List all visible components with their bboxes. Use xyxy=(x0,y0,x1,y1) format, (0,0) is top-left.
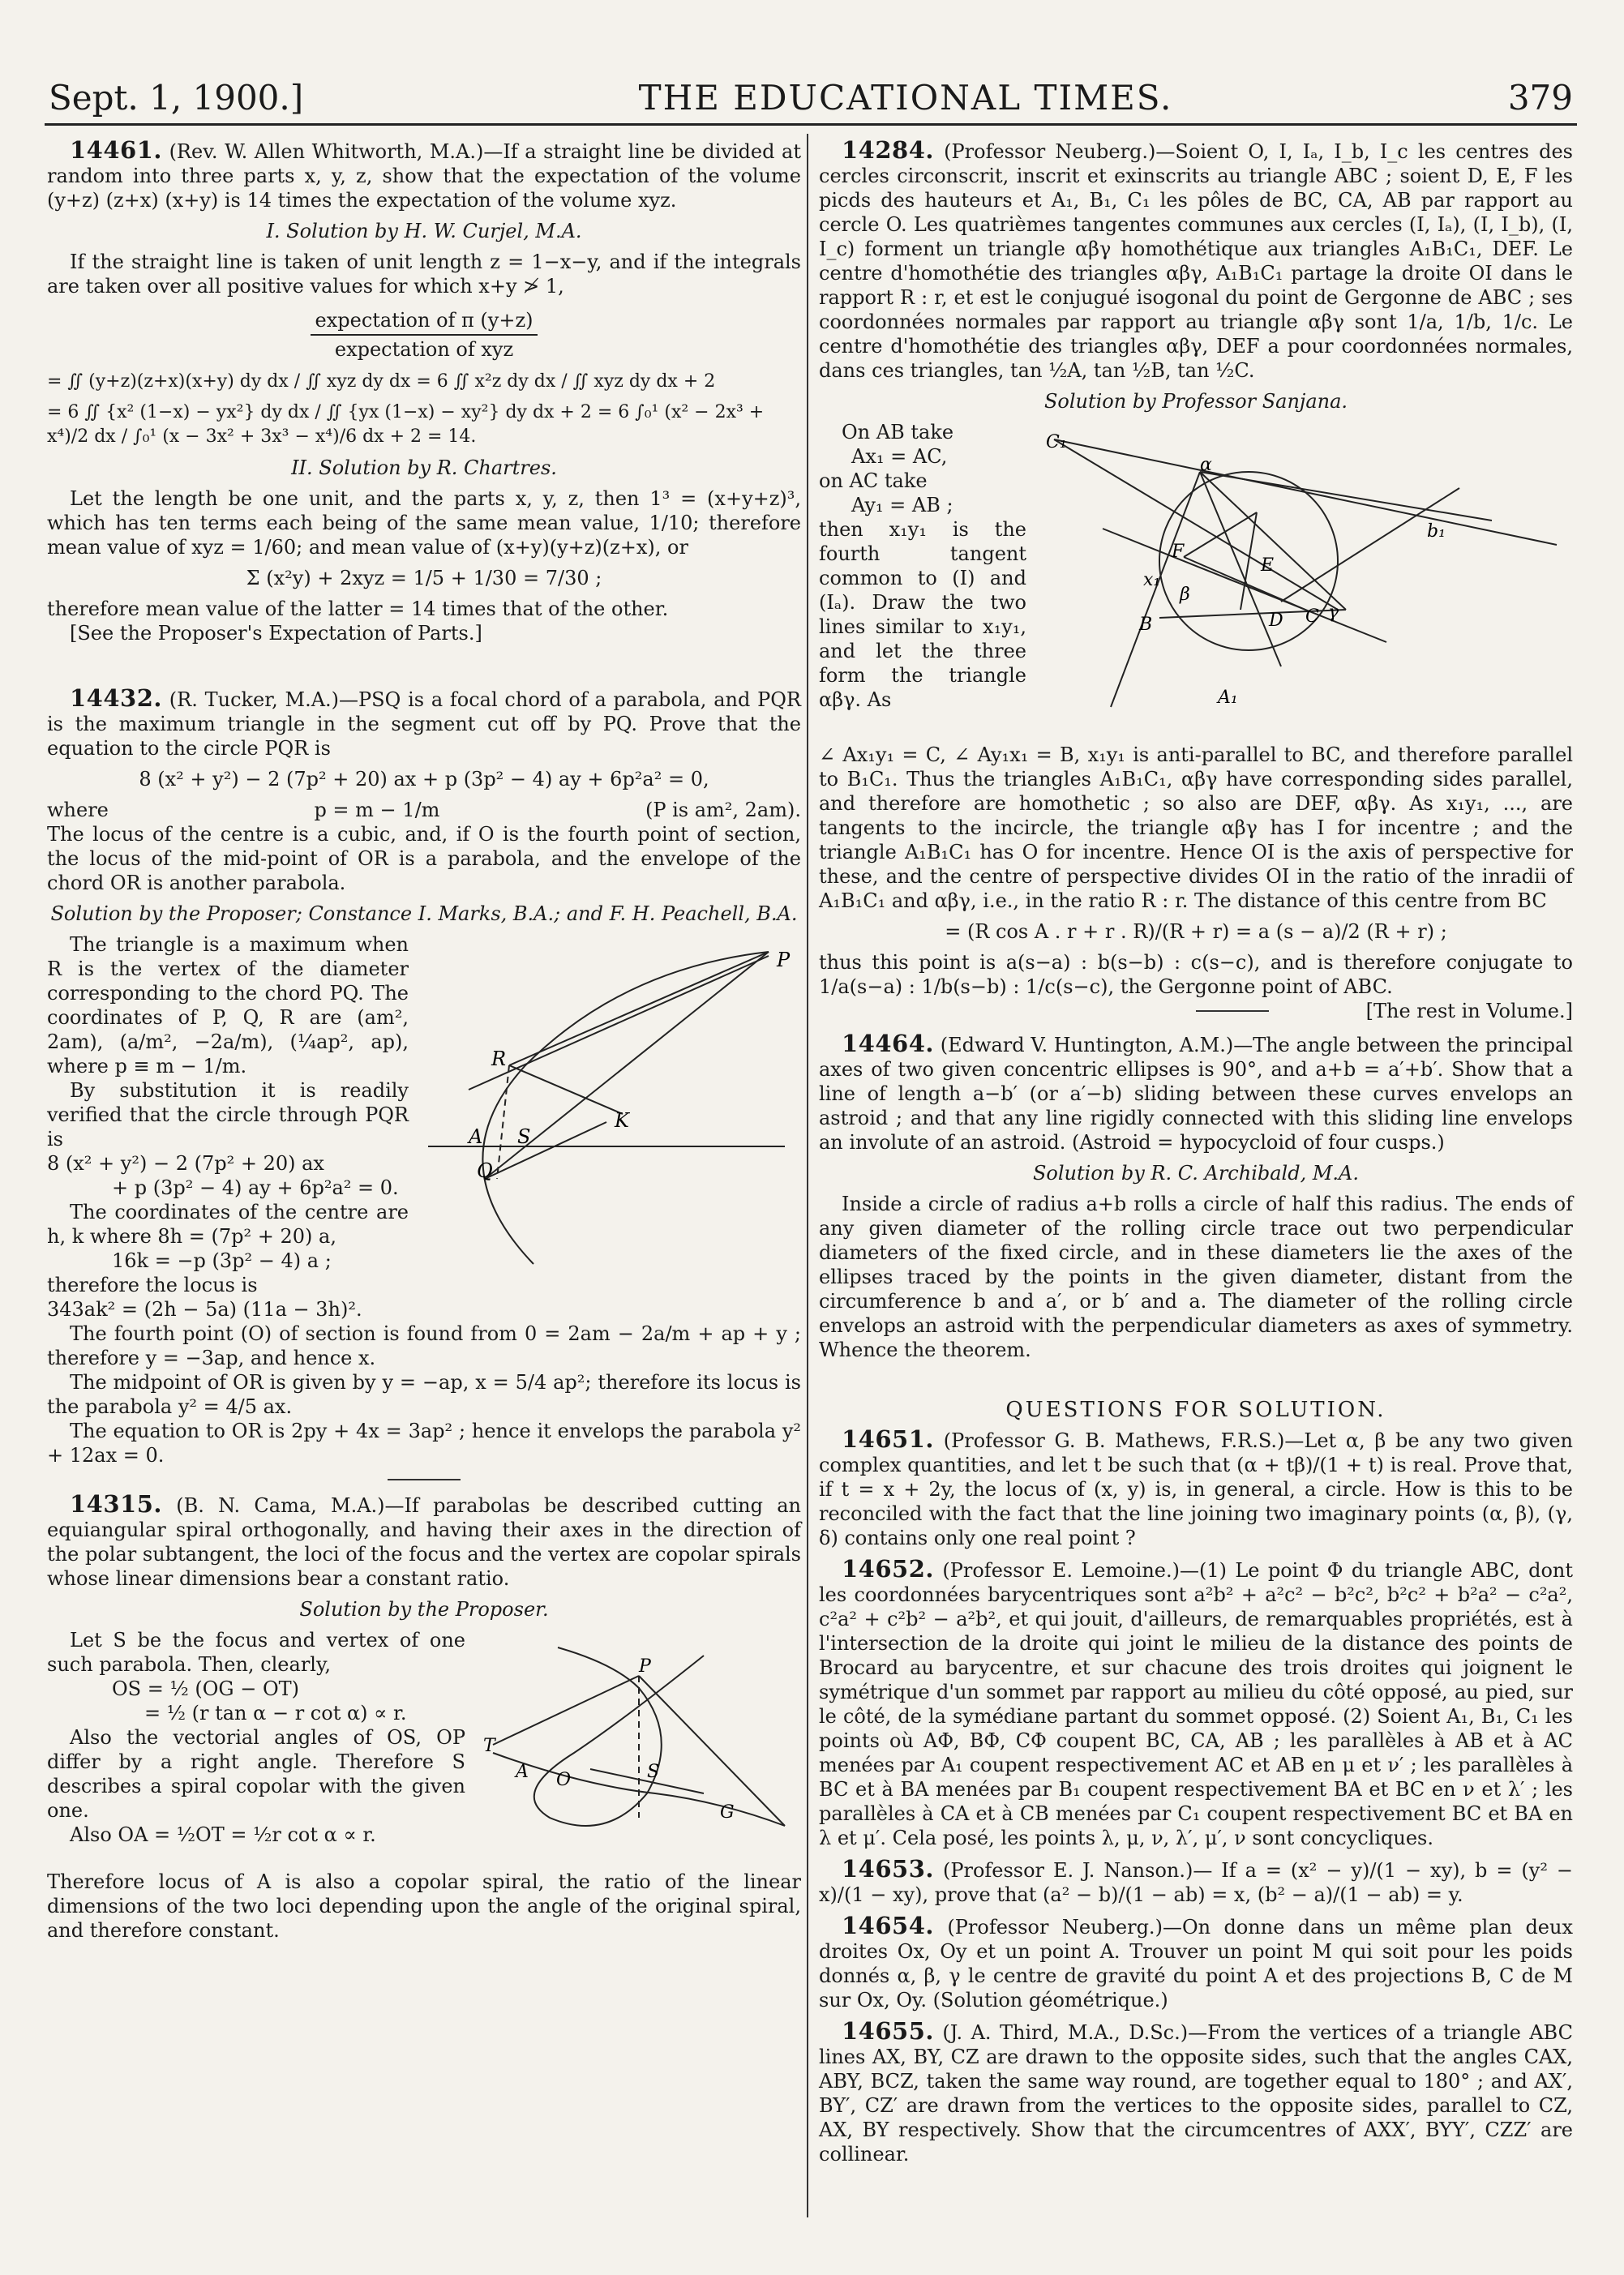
solution-text: By substitution it is readily verified that the circle through PQR is xyxy=(47,1079,409,1150)
journal-title: THE EDUCATIONAL TIMES. xyxy=(638,78,1173,118)
question-author: (Professor Neuberg.) xyxy=(944,140,1156,163)
right-column xyxy=(819,138,1573,2166)
question-number: 14315. xyxy=(70,1490,162,1518)
label-C1: C₁ xyxy=(1046,432,1067,452)
left-column xyxy=(47,138,801,1943)
label-K: K xyxy=(615,1109,629,1132)
question-author: (Edward V. Huntington, A.M.) xyxy=(940,1034,1234,1056)
solution-heading: Solution by R. C. Archibald, M.A. xyxy=(1032,1162,1360,1185)
label-gamma: γ xyxy=(1328,602,1339,623)
solution-text: Also the vectorial angles of OS, OP differ by a right angle. Therefore S describes a spiral copolar with the given one. xyxy=(47,1726,465,1822)
label-T: T xyxy=(483,1736,495,1756)
label-P: P xyxy=(639,1656,651,1677)
label-Q: Q xyxy=(477,1159,493,1182)
question-number: 14432. xyxy=(70,684,162,712)
solution-text: If the straight line is taken of unit length z = 1−x−y, and if the integrals are taken over all positive values for which x+y ≯ 1, xyxy=(47,251,801,298)
equation-note: (P is am², 2am). xyxy=(645,799,801,821)
short-rule xyxy=(1196,1010,1269,1012)
question-14653 xyxy=(819,1857,1573,1907)
solution-heading: I. Solution by H. W. Curjel, M.A. xyxy=(266,220,582,242)
header-date: Sept. 1, 1900.] xyxy=(49,78,304,118)
column-divider xyxy=(807,134,808,2217)
question-number: 14284. xyxy=(842,136,934,164)
equation-line: 8 (x² + y²) − 2 (7p² + 20) ax xyxy=(47,1152,324,1175)
solution-text: On AB take xyxy=(842,421,954,443)
parabola-figure xyxy=(420,936,801,1276)
question-author: (Professor E. J. Nanson.) xyxy=(942,1859,1193,1882)
label-S: S xyxy=(647,1762,660,1782)
equation-line: + p (3p² − 4) ay + 6p²a² = 0. xyxy=(112,1176,399,1199)
question-14655 xyxy=(819,2019,1573,2166)
question-author: (Professor G. B. Mathews, F.R.S.) xyxy=(943,1429,1285,1452)
label-S: S xyxy=(517,1125,531,1148)
equation-line: OS = ½ (OG − OT) xyxy=(112,1677,299,1700)
page-number: 379 xyxy=(1507,78,1573,118)
solution-text: then x₁y₁ is the fourth tangent common to (I) and (Iₐ). Draw the two lines similar to x₁y₁, and let the three form the triangle αβγ. As xyxy=(819,518,1026,711)
editor-note: [See the Proposer's Expectation of Parts.] xyxy=(70,622,482,645)
equation-where xyxy=(47,798,801,822)
question-14651 xyxy=(819,1427,1573,1550)
where-label: where xyxy=(47,799,109,821)
solution-body xyxy=(47,932,801,1467)
solution-text: on AC take xyxy=(819,469,928,492)
label-A: A xyxy=(516,1762,529,1782)
solution-text: The coordinates of the centre are h, k where 8h = (7p² + 20) a, xyxy=(47,1201,409,1248)
spiral-figure xyxy=(477,1631,801,1866)
question-text: —On donne dans un même plan deux droites Ox, Oy et un point A. Trouver un point M qui soit pour les poids donnés α, β, γ le centre de gravité du point A et des projections B, C de M sur Ox, Oy. (Solution géométrique.) xyxy=(819,1916,1573,2012)
solution-text: therefore mean value of the latter = 14 times that of the other. xyxy=(47,598,669,620)
question-14654 xyxy=(819,1913,1573,2012)
equation-line: Ay₁ = AB ; xyxy=(851,494,953,516)
label-B: B xyxy=(1139,615,1153,635)
question-14315 xyxy=(47,1492,801,1591)
label-b1: b₁ xyxy=(1427,521,1446,542)
solution-heading: Solution by the Proposer. xyxy=(299,1598,549,1621)
eq-numerator: expectation of π (y+z) xyxy=(311,306,538,336)
solution-text: Inside a circle of radius a+b rolls a circle of half this radius. The ends of any given diameter of the rolling circle trace out two perpendicular diameters of the fixed circle, and in these diameters lie the axes of the ellipses traced by the points in the given diameter, distant from the circumference b and a′, or b′ and a. The diameter of the rolling circle envelops an astroid with the perpendicular diameters as axes of symmetry. Whence the theorem. xyxy=(819,1193,1573,1361)
solution-heading: II. Solution by R. Chartres. xyxy=(291,456,557,479)
eq-denominator: expectation of xyz xyxy=(334,338,514,361)
solution-text: The midpoint of OR is given by y = −ap, x = 5/4 ap²; therefore its locus is the parabola y² = 4/5 ax. xyxy=(47,1371,801,1418)
question-text: —From the vertices of a triangle ABC lines AX, BY, CZ are drawn to the opposite sides, such that the angles CAX, ABY, BCZ, taken the same way round, are together equal to 180° ; and AX′, BY′, CZ′ are drawn from the vertices to the opposite sides, parallel to CZ, AX, BY respectively. Show that the circumcentres of AXX′, BYY′, CZZ′ are collinear. xyxy=(819,2021,1573,2166)
question-text: —PSQ is a focal chord of a parabola, and PQR is the maximum triangle in the segment cut off by PQ. Prove that the equation to the circle PQR is xyxy=(47,688,801,760)
solution-text: The triangle is a maximum when R is the vertex of the diameter corresponding to the chord PQ. The coordinates of P, Q, R are (am², 2am), (a/m², −2a/m), (¼ap², ap), where p ≡ m − 1/m. xyxy=(47,933,409,1078)
question-number: 14655. xyxy=(842,2017,934,2045)
equation-line: 16k = −p (3p² − 4) a ; xyxy=(112,1249,332,1272)
equation: Σ (x²y) + 2xyz = 1/5 + 1/30 = 7/30 ; xyxy=(246,567,602,589)
triangle-circle-figure xyxy=(1038,423,1573,739)
question-14652 xyxy=(819,1557,1573,1850)
question-text: —Soient O, I, Iₐ, I_b, I_c les centres des cercles circonscrit, inscrit et exinscrits au triangle ABC ; soient D, E, F les picds des hauteurs et A₁, B₁, C₁ les pôles de BC, CA, AB par rapport au cercle O. Les quatrièmes tangentes communes aux cercles (I, Iₐ), (I, I_b), (I, I_c) forment un triangle αβγ homothétique aux triangles A₁B₁C₁, DEF. Le centre d'homothétie des triangles αβγ, A₁B₁C₁ partage la droite OI dans le rapport R : r, et est le conjugué isogonal du point de Gergonne de ABC ; ses coordonnées normales par rapport au triangle αβγ sont 1/a, 1/b, 1/c. Le centre d'homothétie des triangles αβγ, DEF a pour coordonnées normales, dans ces triangles, tan ½A, tan ½B, tan ½C. xyxy=(819,140,1573,382)
label-C: C xyxy=(1305,606,1319,627)
label-A: A xyxy=(469,1125,483,1148)
header-rule xyxy=(45,123,1577,126)
question-number: 14652. xyxy=(842,1555,934,1583)
solution-text: The equation to OR is 2py + 4x = 3ap² ; hence it envelops the parabola y² + 12ax = 0. xyxy=(47,1420,801,1467)
question-number: 14651. xyxy=(842,1425,934,1453)
question-text: —If a straight line be divided at random into three parts x, y, z, show that the expectation of the volume (y+z) (z+x) (x+y) is 14 times the expectation of the volume xyz. xyxy=(47,140,801,212)
equation-line: Ax₁ = AC, xyxy=(851,445,948,468)
question-14284 xyxy=(819,138,1573,383)
question-author: (R. Tucker, M.A.) xyxy=(169,688,340,711)
solution-text: Therefore locus of A is also a copolar spiral, the ratio of the linear dimensions of the two loci depending upon the angle of the original spiral, and therefore constant. xyxy=(47,1870,801,1942)
label-x1: x₁ xyxy=(1143,570,1161,590)
equation xyxy=(47,306,801,363)
label-F: F xyxy=(1172,542,1185,562)
solution-text: The fourth point (O) of section is found from 0 = 2am − 2a/m + ap + y ; therefore y = −3ap, and hence x. xyxy=(47,1322,801,1369)
question-text: —Let α, β be any two given complex quantities, and let t be such that (α + tβ)/(1 + t) is real. Prove that, if t = x + 2y, the locus of (x, y) is, in general, a circle. How is this to be reconciled with the fact that the line joining two imaginary points (α, β), (γ, δ) contains only one real point ? xyxy=(819,1429,1574,1549)
label-O: O xyxy=(556,1770,572,1790)
question-author: (J. A. Third, M.A., D.Sc.) xyxy=(942,2021,1189,2044)
question-author: (B. N. Cama, M.A.) xyxy=(176,1494,385,1517)
solution-heading: Solution by the Proposer; Constance I. Marks, B.A.; and F. H. Peachell, B.A. xyxy=(50,902,798,925)
solution-body xyxy=(819,420,1573,1023)
question-number: 14654. xyxy=(842,1912,934,1939)
solution-text: ∠ Ax₁y₁ = C, ∠ Ay₁x₁ = B, x₁y₁ is anti-parallel to BC, and therefore parallel to B₁C₁. Thus the triangles A₁B₁C₁, αβγ have corresponding sides parallel, and therefore are homothetic ; so also are DEF, αβγ. As x₁y₁, ..., are tangents to the incircle, the triangle αβγ has I for incentre ; and the triangle A₁B₁C₁ has O for incentre. Hence OI is the axis of perspective for these, and the centre of perspective divides OI in the ratio of the inradii of A₁B₁C₁ and αβγ, i.e., in the ratio R : r. The distance of this centre from BC xyxy=(819,743,1573,912)
question-text: —(1) Le point Φ du triangle ABC, dont les coordonnées barycentriques sont a²b² + a²c² − b²c², b²c² + b²a² − c²a², c²a² + c²b² − a²b², et qui jouit, d'ailleurs, de remarquables propriétés, est à l'intersection de la droite qui joint le milieu de la distance des points de Brocard au barycentre, et sur chacune des trois droites qui joignent le symétrique d'un sommet par rapport au milieu du côté opposé, au pied, sur le côté, de la symédiane partant du sommet opposé. (2) Soient A₁, B₁, C₁ les points où AΦ, BΦ, CΦ coupent BC, CA, AB ; les parallèles à AB et à AC menées par A₁ coupent respectivement AC et AB en μ et ν′ ; les parallèles à BC et à BA menées par B₁ coupent respectivement BA et BC en ν et λ′ ; les parallèles à CA et à CB menées par C₁ coupent respectivement BC et BA en λ et μ′. Cela posé, les points λ, μ, ν, λ′, μ′, ν sont concycliques. xyxy=(819,1559,1574,1849)
solution-heading: Solution by Professor Sanjana. xyxy=(1043,390,1348,413)
question-14461 xyxy=(47,138,801,212)
label-A1: A₁ xyxy=(1218,688,1238,708)
label-D: D xyxy=(1269,611,1283,631)
equation-line: = ∬ (y+z)(z+x)(x+y) dy dx / ∬ xyz dy dx = 6 ∬ x²z dy dx / ∬ xyz dy dx + 2 xyxy=(47,371,716,392)
solution-text: Let the length be one unit, and the parts x, y, z, then 1³ = (x+y+z)³, which has ten terms each being of the same mean value, 1/10; therefore mean value of xyz = 1/60; and mean value of (x+y)(y+z)(z+x), or xyxy=(47,487,801,559)
page-header xyxy=(49,77,1573,118)
equation-line: 343ak² = (2h − 5a) (11a − 3h)². xyxy=(47,1298,362,1321)
question-text: The locus of the centre is a cubic, and, if O is the fourth point of section, the locus of the mid-point of OR is a parabola, and the envelope of the chord OR is another parabola. xyxy=(47,823,801,894)
label-P: P xyxy=(777,949,791,971)
equation-line: = ½ (r tan α − r cot α) ∝ r. xyxy=(144,1702,407,1724)
equation: p = m − 1/m xyxy=(314,799,440,821)
label-R: R xyxy=(491,1048,507,1070)
question-text: —If parabolas be described cutting an equiangular spiral orthogonally, and having their axes in the direction of the polar subtangent, the loci of the focus and the vertex are copolar spirals whose linear dimensions bear a constant ratio. xyxy=(47,1494,801,1590)
question-14464 xyxy=(819,1031,1573,1155)
label-E: E xyxy=(1261,555,1275,576)
question-number: 14461. xyxy=(70,136,162,164)
equation: 8 (x² + y²) − 2 (7p² + 20) ax + p (3p² − 4) ay + 6p²a² = 0, xyxy=(139,768,709,790)
solution-body xyxy=(47,1628,801,1943)
question-text: —The angle between the principal axes of two given concentric ellipses is 90°, and a+b = a′+b′. Show that a line of length a−b′ (or a′−b) sliding between these curves envelops an astroid ; and that any line rigidly connected with this sliding line envelops an involute of an astroid. (Astroid = hypocycloid of four cusps.) xyxy=(819,1034,1573,1154)
solution-text: Let S be the focus and vertex of one such parabola. Then, clearly, xyxy=(47,1629,465,1676)
equation: = (R cos A . r + r . R)/(R + r) = a (s − a)/2 (R + r) ; xyxy=(945,920,1447,943)
question-author: (Rev. W. Allen Whitworth, M.A.) xyxy=(169,140,484,163)
question-number: 14653. xyxy=(842,1855,934,1883)
rest-note: [The rest in Volume.] xyxy=(1365,1000,1573,1022)
equation-line: = 6 ∬ {x² (1−x) − yx²} dy dx / ∬ {yx (1−x) − xy²} dy dx + 2 = 6 ∫₀¹ (x² − 2x³ + x⁴)/2 dx / ∫₀¹ (x − 3x² + 3x³ − x⁴)/6 dx + 2 = 14. xyxy=(47,402,765,447)
rest-note-row xyxy=(819,999,1573,1023)
label-alpha: α xyxy=(1200,455,1212,475)
question-14432 xyxy=(47,686,801,760)
solution-text: thus this point is a(s−a) : b(s−b) : c(s−c), and is therefore conjugate to 1/a(s−a) : 1/b(s−b) : 1/c(s−c), the Gergonne point of ABC. xyxy=(819,951,1573,998)
question-author: (Professor Neuberg.) xyxy=(947,1916,1163,1939)
question-text: — If a = (x² − y)/(1 − xy), b = (y² − x)/(1 − xy), prove that (a² − b)/(1 − ab) = x, (b² − a)/(1 − ab) = y. xyxy=(819,1859,1573,1906)
label-G: G xyxy=(720,1802,735,1823)
label-beta: β xyxy=(1180,585,1190,605)
question-author: (Professor E. Lemoine.) xyxy=(942,1559,1180,1582)
section-separator xyxy=(388,1479,461,1480)
equation-line: Also OA = ½OT = ½r cot α ∝ r. xyxy=(70,1823,376,1846)
solution-text: therefore the locus is xyxy=(47,1274,258,1296)
question-number: 14464. xyxy=(842,1030,934,1057)
questions-heading: QUESTIONS FOR SOLUTION. xyxy=(1005,1398,1386,1422)
